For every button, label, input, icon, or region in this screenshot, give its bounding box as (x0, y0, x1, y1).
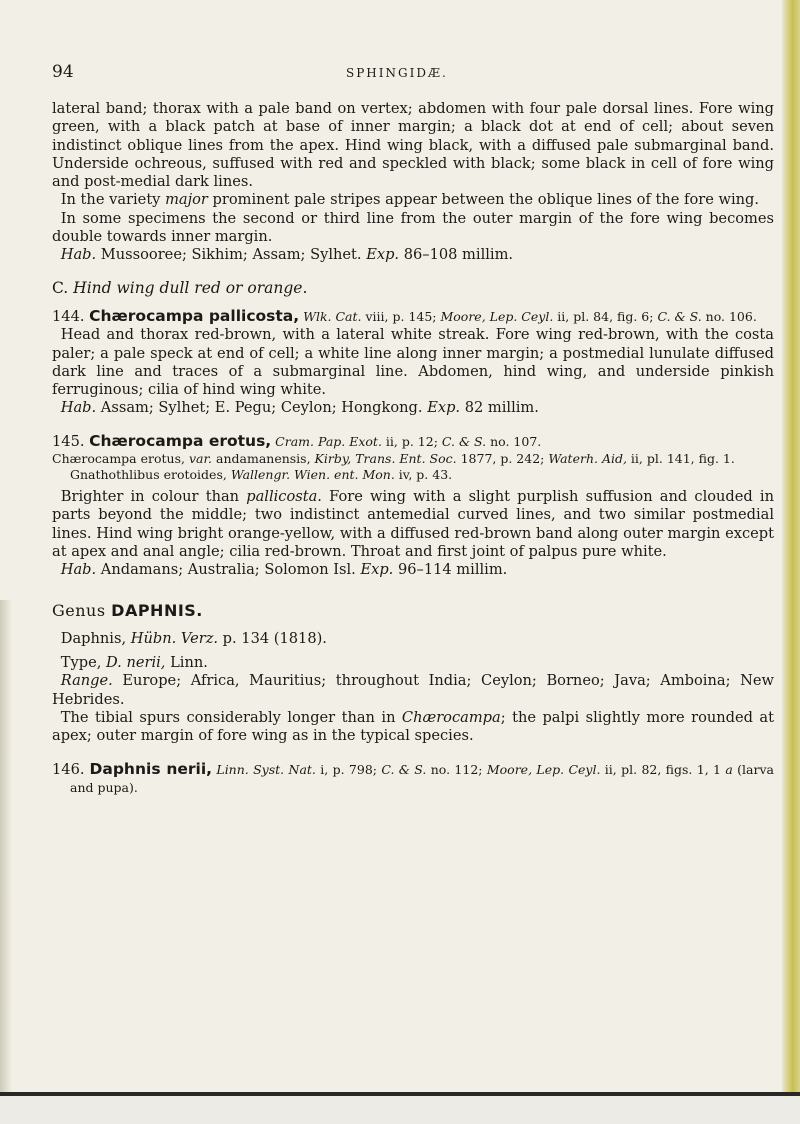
running-head: SPHINGIDÆ. (346, 66, 448, 80)
paragraph: lateral band; thorax with a pale band on vertex; abdomen with four pale dorsal lines. Fore wing green, with a black patch at base of inner margin; a black dot at end of cell; about seven indistinct oblique lines from the apex. Hind wing black, with a diffused pale submarginal band. Underside ochreous, suffused with red and speckled with black; some black in cell of fore wing and post-medial dark lines. (52, 100, 774, 191)
genus-heading: Genus DAPHNIS. (52, 600, 203, 620)
page-number: 94 (52, 62, 74, 82)
range-line: Range. Europe; Africa, Mauritius; throughout India; Ceylon; Borneo; Java; Amboina; New Hebrides. (52, 672, 774, 708)
habitat-line: Hab. Mussooree; Sikhim; Assam; Sylhet. Exp. 86–108 millim. (60, 246, 514, 264)
species-heading-145: 145. Chærocampa erotus, Cram. Pap. Exot. ii, p. 12; C. & S. no. 107. (52, 431, 542, 450)
page-bottom-edge (0, 1092, 800, 1096)
page-body (52, 100, 774, 797)
species-heading-146: 146. Daphnis nerii, Linn. Syst. Nat. i, p. 798; C. & S. no. 112; Moore, Lep. Ceyl. ii, pl. 82, figs. 1, 1 a (larva and pupa). (52, 759, 774, 795)
species-description: Brighter in colour than pallicosta. Fore wing with a slight purplish suffusion and clouded in parts beyond the middle; two indistinct antemedial curved lines, and two similar postmedial lines. Hind wing bright orange-yellow, with a diffused red-brown band along outer margin except at apex and anal angle; cilia red-brown. Throat and first joint of palpus pure white. (52, 488, 774, 560)
scan-margin (0, 1096, 800, 1124)
genus-citation: Daphnis, Hübn. Verz. p. 134 (1818). (60, 629, 327, 647)
habitat-line: Hab. Andamans; Australia; Solomon Isl. Exp. 96–114 millim. (60, 561, 508, 579)
page-gutter-shadow (0, 600, 12, 1124)
synonym-line: Gnathothlibus erotoides, Wallengr. Wien. ent. Mon. iv, p. 43. (70, 466, 453, 482)
page-header (52, 62, 782, 84)
paragraph: In some specimens the second or third line from the outer margin of the fore wing becomes double towards inner margin. (52, 209, 774, 246)
species-description: Head and thorax red-brown, with a lateral white streak. Fore wing red-brown, with the costa paler; a pale speck at end of cell; a white line along inner margin; a postmedial lunulate diffused dark line and traces of a submarginal line. Abdomen, hind wing, and underside pinkish ferruginous; cilia of hind wing white. (52, 326, 774, 399)
species-heading-144: 144. Chærocampa pallicosta, Wlk. Cat. viii, p. 145; Moore, Lep. Ceyl. ii, pl. 84, fig. 6; C. & S. no. 106. (52, 306, 757, 325)
book-edge (782, 0, 800, 1124)
paragraph-variety: In the variety major prominent pale stripes appear between the oblique lines of the fore wing. (60, 191, 760, 209)
type-species: Type, D. nerii, Linn. (60, 654, 208, 672)
section-heading: C. Hind wing dull red or orange. (52, 278, 308, 297)
genus-description: The tibial spurs considerably longer than in Chærocampa; the palpi slightly more rounded at apex; outer margin of fore wing as in the typical species. (52, 709, 774, 745)
synonym-line: Chærocampa erotus, var. andamanensis, Kirby, Trans. Ent. Soc. 1877, p. 242; Waterh. Aid, ii, pl. 141, fig. 1. (52, 451, 735, 467)
habitat-line: Hab. Assam; Sylhet; E. Pegu; Ceylon; Hongkong. Exp. 82 millim. (60, 399, 539, 417)
